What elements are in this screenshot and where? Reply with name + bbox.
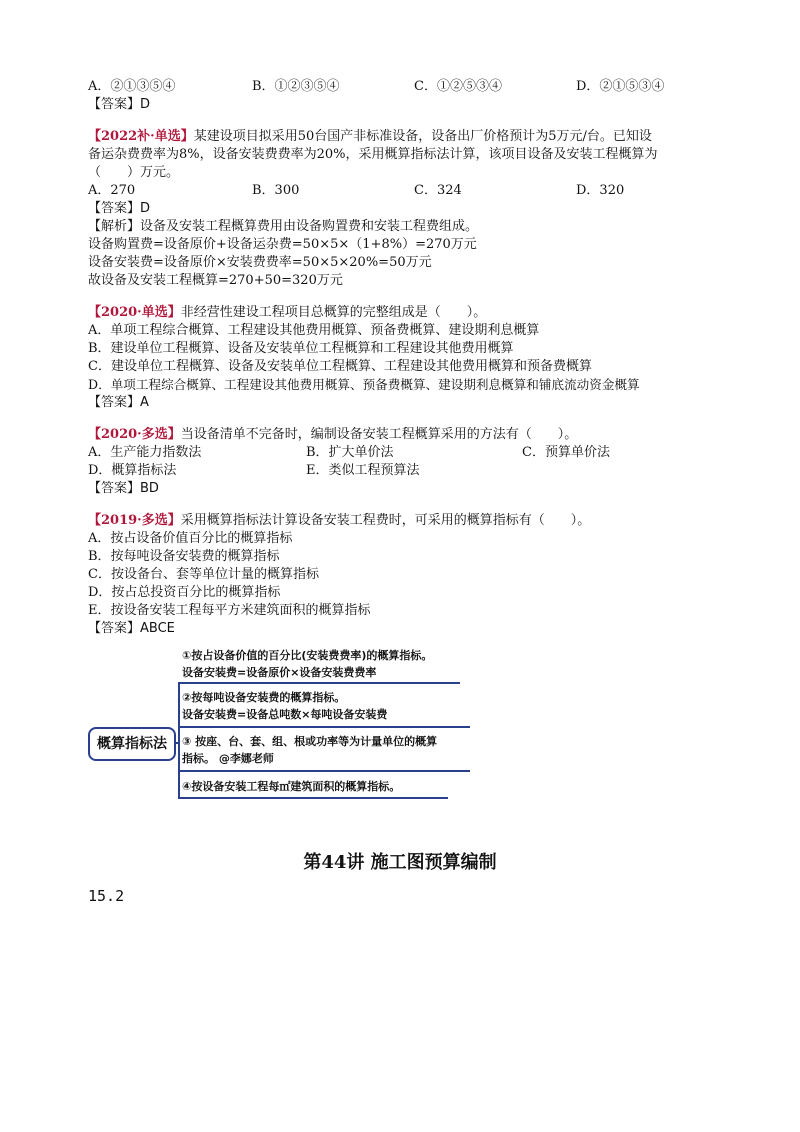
q3-stem bbox=[88, 426, 577, 444]
q0-option-d: D．②①⑤③④ bbox=[576, 79, 665, 94]
q1-option-c: C．324 bbox=[414, 183, 462, 198]
q1-option-a: A．270 bbox=[88, 183, 136, 198]
mindmap-node-3-title: ③ 按座、台、套、组、根或功率等为计量单位的概算 bbox=[182, 735, 438, 748]
q4-option-e: E．按设备安装工程每平方米建筑面积的概算指标 bbox=[88, 603, 371, 618]
q2-option-d: D．单项工程综合概算、工程建设其他费用概算、预备费概算、建设期利息概算和铺底流动资金概算 bbox=[88, 377, 640, 392]
q2-option-c: C．建设单位工程概算、设备及安装单位工程概算、工程建设其他费用概算和预备费概算 bbox=[88, 359, 592, 374]
q3-option-e: E．类似工程预算法 bbox=[306, 463, 420, 478]
q1-analysis-1: 【解析】设备及安装工程概算费用由设备购置费和安装工程费组成。 bbox=[88, 219, 479, 234]
q2-stem bbox=[88, 304, 486, 322]
mindmap-node-4: ④按设备安装工程每㎡建筑面积的概算指标。 bbox=[182, 780, 401, 793]
q1-answer: 【答案】D bbox=[88, 201, 151, 216]
q3-answer: 【答案】BD bbox=[88, 481, 159, 496]
q3-option-c: C．预算单价法 bbox=[522, 445, 610, 460]
q4-option-b: B．按每吨设备安装费的概算指标 bbox=[88, 549, 280, 564]
q1-tag: 【2022补·单选】 bbox=[88, 129, 194, 144]
mindmap-root: 概算指标法 bbox=[88, 727, 176, 761]
mindmap-node-2-formula: 设备安装费=设备总吨数×每吨设备安装费 bbox=[182, 708, 388, 721]
q2-tag: 【2020·单选】 bbox=[88, 305, 181, 320]
mindmap-underline-3 bbox=[178, 770, 470, 772]
q2-stem-text: 非经营性建设工程项目总概算的完整组成是（ ）。 bbox=[180, 305, 487, 320]
mindmap-underline-4 bbox=[178, 797, 448, 799]
q1-option-b: B．300 bbox=[252, 183, 300, 198]
section-title: 第44讲 施工图预算编制 bbox=[303, 852, 497, 873]
q1-analysis-4: 故设备及安装工程概算=270+50=320万元 bbox=[88, 273, 343, 288]
q1-stem-line2: 备运杂费费率为8%，设备安装费费率为20%，采用概算指标法计算，该项目设备及安装工程概算为 bbox=[88, 147, 658, 162]
q4-option-c: C．按设备台、套等单位计量的概算指标 bbox=[88, 567, 319, 582]
section-number: 15.2 bbox=[88, 887, 125, 905]
q3-tag: 【2020·多选】 bbox=[88, 427, 181, 442]
mindmap-node-1-formula: 设备安装费=设备原价×设备安装费费率 bbox=[182, 666, 377, 679]
q0-option-c: C．①②⑤③④ bbox=[414, 79, 502, 94]
q0-option-a: A．②①③⑤④ bbox=[88, 79, 176, 94]
q3-option-d: D．概算指标法 bbox=[88, 463, 177, 478]
mindmap-node-1-title: ①按占设备价值的百分比(安装费费率)的概算指标。 bbox=[182, 649, 433, 662]
mindmap-node-2-title: ②按每吨设备安装费的概算指标。 bbox=[182, 691, 346, 704]
q0-option-b: B．①②③⑤④ bbox=[252, 79, 340, 94]
q4-option-a: A．按占设备价值百分比的概算指标 bbox=[88, 531, 293, 546]
q2-option-b: B．建设单位工程概算、设备及安装单位工程概算和工程建设其他费用概算 bbox=[88, 341, 514, 356]
q1-option-d: D．320 bbox=[576, 183, 625, 198]
q4-tag: 【2019·多选】 bbox=[88, 513, 181, 528]
q2-answer: 【答案】A bbox=[88, 395, 149, 410]
mindmap-node-3-author: 指标。 @李娜老师 bbox=[182, 752, 274, 765]
mindmap-trunk bbox=[178, 682, 180, 798]
q1-line1: 某建设项目拟采用50台国产非标准设备，设备出厂价格预计为5万元/台。已知设 bbox=[193, 129, 652, 144]
q3-stem-text: 当设备清单不完备时，编制设备安装工程概算采用的方法有（ ）。 bbox=[180, 427, 578, 442]
mindmap-underline-1 bbox=[178, 682, 460, 684]
q1-stem-line3: （ ）万元。 bbox=[88, 165, 180, 180]
q4-answer: 【答案】ABCE bbox=[88, 621, 175, 636]
q1-analysis-2: 设备购置费=设备原价+设备运杂费=50×5×（1+8%）=270万元 bbox=[88, 237, 477, 252]
q4-stem bbox=[88, 512, 590, 530]
q4-stem-text: 采用概算指标法计算设备安装工程费时，可采用的概算指标有（ ）。 bbox=[180, 513, 591, 528]
q2-option-a: A．单项工程综合概算、工程建设其他费用概算、预备费概算、建设期利息概算 bbox=[88, 323, 540, 338]
mindmap-underline-2 bbox=[178, 726, 470, 728]
q3-option-b: B．扩大单价法 bbox=[306, 445, 394, 460]
q3-option-a: A．生产能力指数法 bbox=[88, 445, 202, 460]
q1-analysis-3: 设备安装费=设备原价×安装费费率=50×5×20%=50万元 bbox=[88, 255, 432, 270]
q4-option-d: D．按占总投资百分比的概算指标 bbox=[88, 585, 281, 600]
q0-answer: 【答案】D bbox=[88, 97, 151, 112]
q1-stem-line1 bbox=[88, 128, 652, 146]
